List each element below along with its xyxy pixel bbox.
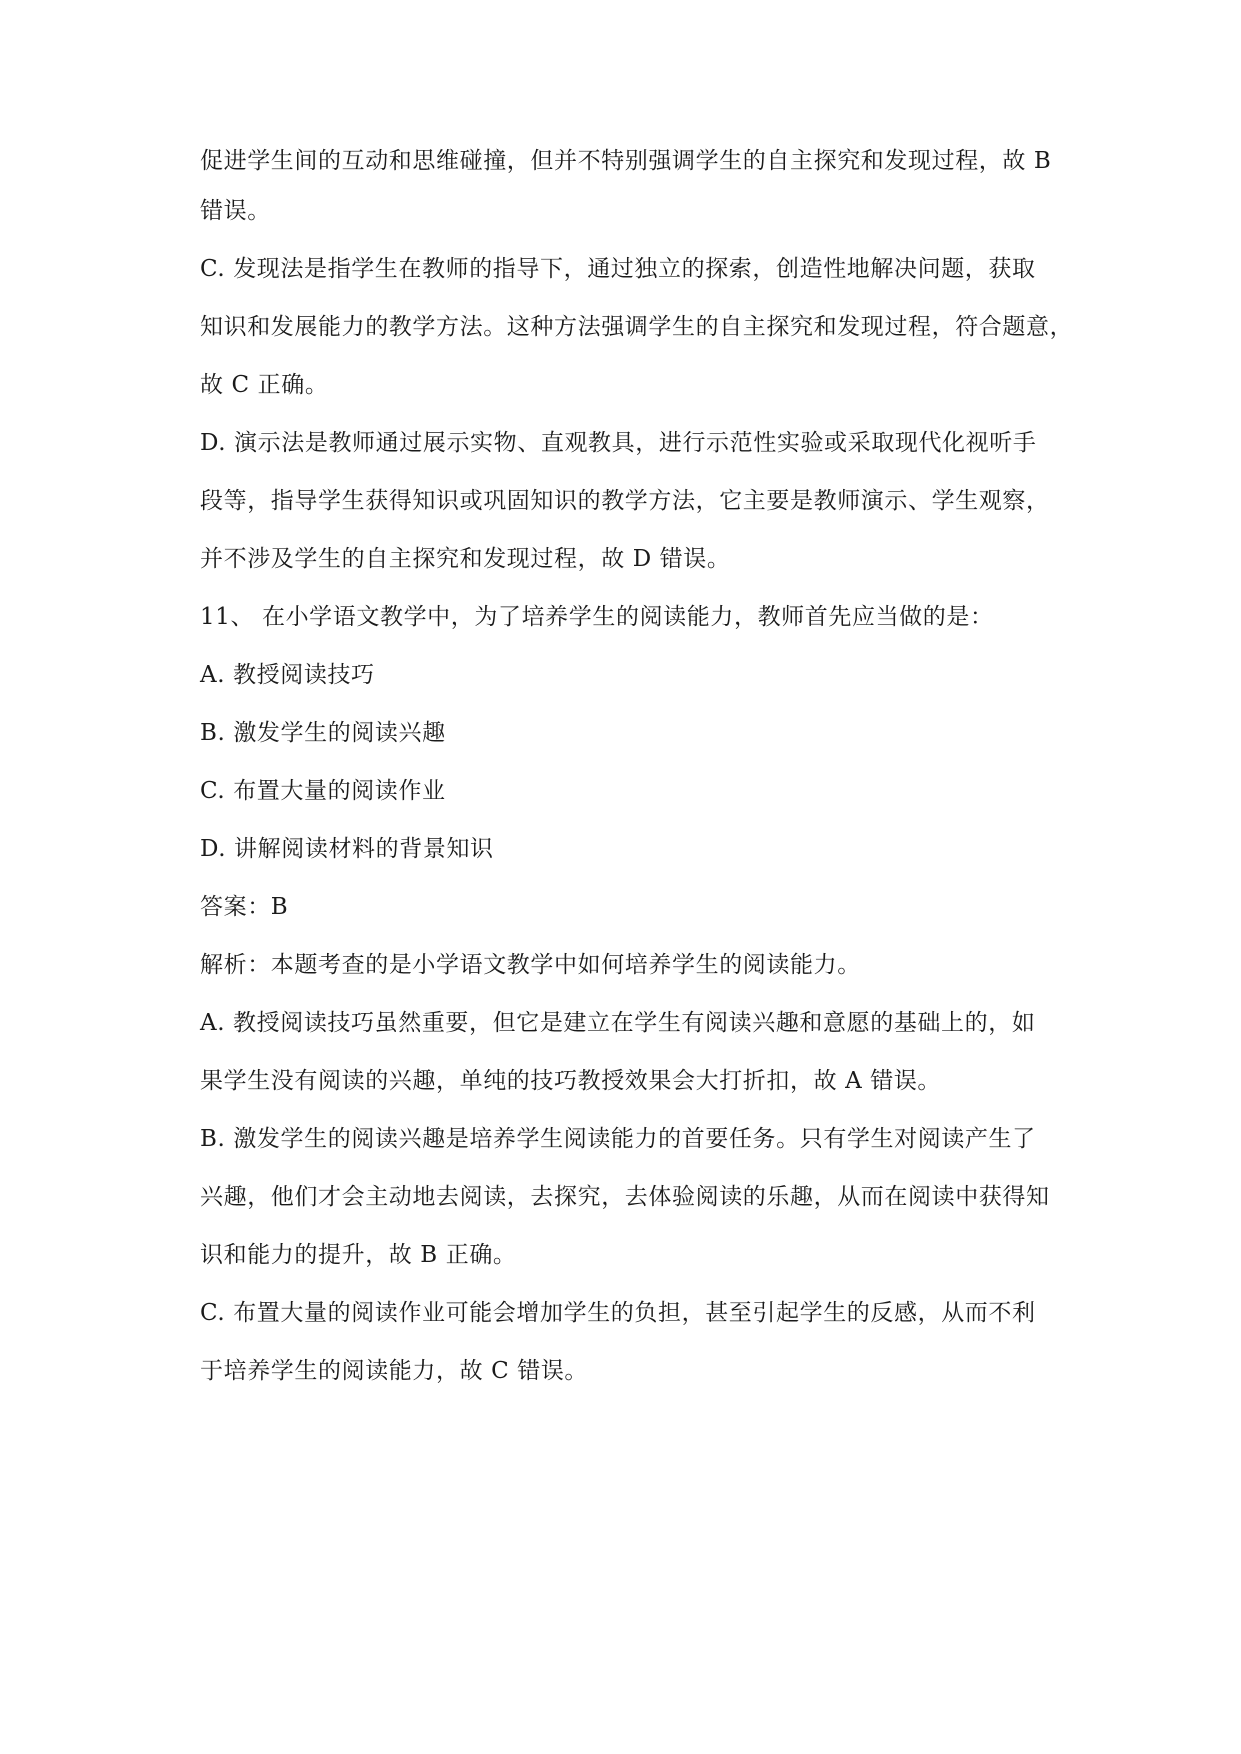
- text-line: 果学生没有阅读的兴趣，单纯的技巧教授效果会大打折扣，故 A 错误。: [200, 1068, 942, 1094]
- option-c: C. 布置大量的阅读作业: [200, 778, 446, 804]
- answer-line: 答案：B: [200, 894, 289, 920]
- text-line: 兴趣，他们才会主动地去阅读，去探究，去体验阅读的乐趣，从而在阅读中获得知: [200, 1184, 1050, 1210]
- option-a: A. 教授阅读技巧: [200, 662, 375, 688]
- text-line: 错误。: [200, 198, 271, 224]
- analysis-heading: 解析：本题考查的是小学语文教学中如何培养学生的阅读能力。: [200, 952, 861, 978]
- text-line: C. 布置大量的阅读作业可能会增加学生的负担，甚至引起学生的反感，从而不利: [200, 1300, 1036, 1326]
- text-line: 识和能力的提升，故 B 正确。: [200, 1242, 517, 1268]
- text-line: C. 发现法是指学生在教师的指导下，通过独立的探索，创造性地解决问题，获取: [200, 256, 1036, 282]
- question-heading: 11、 在小学语文教学中，为了培养学生的阅读能力，教师首先应当做的是：: [200, 604, 994, 630]
- text-line: B. 激发学生的阅读兴趣是培养学生阅读能力的首要任务。只有学生对阅读产生了: [200, 1126, 1036, 1152]
- option-b: B. 激发学生的阅读兴趣: [200, 720, 446, 746]
- text-line: 于培养学生的阅读能力，故 C 错误。: [200, 1358, 589, 1384]
- text-line: 促进学生间的互动和思维碰撞，但并不特别强调学生的自主探究和发现过程，故 B: [200, 148, 1052, 174]
- text-line: 并不涉及学生的自主探究和发现过程，故 D 错误。: [200, 546, 731, 572]
- text-line: 段等，指导学生获得知识或巩固知识的教学方法，它主要是教师演示、学生观察，: [200, 488, 1050, 514]
- text-line: 故 C 正确。: [200, 372, 329, 398]
- text-line: 知识和发展能力的教学方法。这种方法强调学生的自主探究和发现过程，符合题意，: [200, 314, 1074, 340]
- text-line: D. 演示法是教师通过展示实物、直观教具，进行示范性实验或采取现代化视听手: [200, 430, 1037, 456]
- text-line: A. 教授阅读技巧虽然重要，但它是建立在学生有阅读兴趣和意愿的基础上的，如: [200, 1010, 1036, 1036]
- option-d: D. 讲解阅读材料的背景知识: [200, 836, 494, 862]
